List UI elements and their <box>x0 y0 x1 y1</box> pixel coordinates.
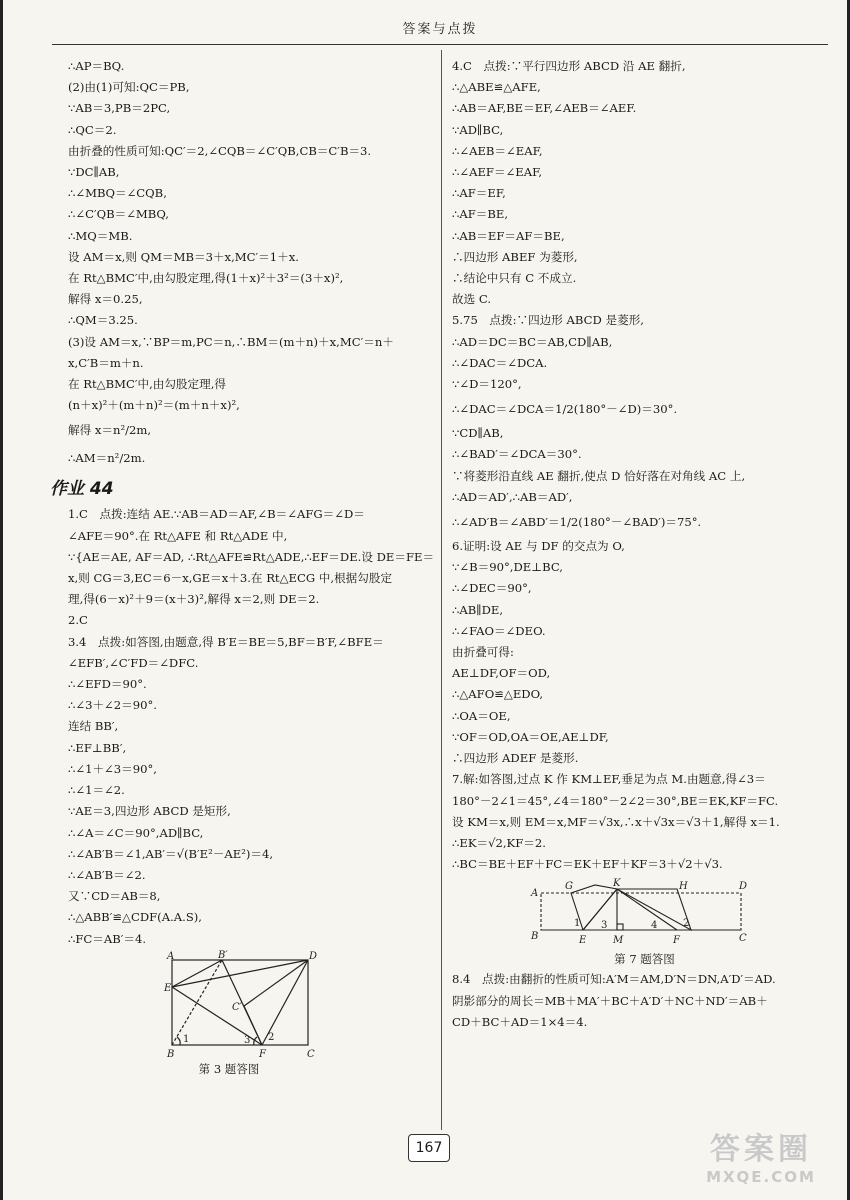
right-text-line: ∵∠D＝120°, <box>452 377 522 392</box>
figure-label: D <box>739 881 748 893</box>
figure-label: B <box>167 1048 175 1060</box>
figure-label: 3 <box>601 920 608 932</box>
left-text-line: 在 Rt△BMC′中,由勾股定理,得 <box>68 377 227 392</box>
right-text-line: AE⊥DF,OF＝OD, <box>452 666 551 681</box>
right-text-line: 180°－2∠1＝45°,∠4＝180°－2∠2＝30°,BE＝EK,KF＝FC. <box>452 793 779 808</box>
left-text-line: (2)由(1)可知:QC＝PB, <box>68 80 190 95</box>
right-text-line: ∴∠DEC＝90°, <box>452 581 532 596</box>
right-text-line: ∴BC＝BE＋EF＋FC＝EK＋EF＋KF＝3＋√2＋√3. <box>452 857 723 872</box>
right-text-line: ∴∠BAD′＝∠DCA＝30°. <box>452 447 582 462</box>
right-text-line: ∴四边形 ABEF 为菱形, <box>452 249 578 264</box>
figure-label: C <box>307 1048 315 1060</box>
left-text-line: ∴∠1＝∠2. <box>68 783 125 798</box>
left-text-line: x,则 CG＝3,EC＝6－x,GE＝x＋3.在 Rt△ECG 中,根据勾股定 <box>68 571 393 586</box>
right-text-line: ∵CD∥AB, <box>452 426 504 441</box>
figure-3-diagram <box>164 949 326 1060</box>
right-text-line: 阴影部分的周长＝MB＋MA′＋BC＋A′D′＋NC＋ND′＝AB＋ <box>452 993 768 1008</box>
right-text-line: 6.证明:设 AE 与 DF 的交点为 O, <box>452 539 625 554</box>
segment-kf <box>617 889 677 930</box>
right-text-line: ∴△ABE≌△AFE, <box>452 80 541 95</box>
right-text-line: ∴AF＝EF, <box>452 186 506 201</box>
left-text-line: ∴∠AB′B＝∠2. <box>68 867 146 882</box>
watermark-bottom: MXQE.COM <box>706 1168 816 1186</box>
right-text-line: ∵OF＝OD,OA＝OE,AE⊥DF, <box>452 729 609 744</box>
left-text-line: 3.4 点拨:如答图,由题意,得 B′E＝BE＝5,BF＝B′F,∠BFE＝ <box>68 634 384 649</box>
left-text-line: ∴AM＝n²/2m. <box>68 451 146 466</box>
right-text-line: ∴∠FAO＝∠DEO. <box>452 623 546 638</box>
page-number: 167 <box>408 1134 450 1162</box>
right-text-line: 4.C 点拨:∵平行四边形 ABCD 沿 AE 翻折, <box>452 59 686 73</box>
rectangle-abcd-dashed <box>541 893 741 930</box>
watermark-logo <box>686 1132 836 1192</box>
figure-label: B <box>531 931 539 943</box>
section-title: 作业 44 <box>50 479 114 500</box>
left-text-line: ∴EF⊥BB′, <box>68 740 127 755</box>
right-text-line: 由折叠可得: <box>452 645 514 660</box>
figure-label: E <box>164 982 172 994</box>
left-text-line: 理,得(6－x)²＋9＝(x＋3)²,解得 x＝2,则 DE＝2. <box>68 592 320 607</box>
right-text-line: ∴AD＝DC＝BC＝AB,CD∥AB, <box>452 334 613 349</box>
left-text-line: 设 AM＝x,则 QM＝MB＝3＋x,MC′＝1＋x. <box>68 249 299 264</box>
angle-arc <box>177 1037 180 1045</box>
left-text-line: ∴∠MBQ＝∠CQB, <box>68 186 167 201</box>
right-column <box>452 56 837 1033</box>
right-text-line: ∴AB∥DE, <box>452 602 504 617</box>
right-text-line: ∵将菱形沿直线 AE 翻折,使点 D 恰好落在对角线 AC 上, <box>452 468 746 483</box>
right-text-line: ∵AD∥BC, <box>452 122 504 137</box>
left-text-line: ∴∠1＋∠3＝90°, <box>68 761 157 776</box>
left-text-line: 又∵CD＝AB＝8, <box>68 889 161 904</box>
figure-label: F <box>259 1048 266 1060</box>
figure-label: 1 <box>574 918 581 930</box>
header-title: 答案与点拨 <box>402 22 478 37</box>
left-text-line: ∴△ABB′≌△CDF(A.A.S), <box>68 910 202 925</box>
right-text-line: ∴∠AEF＝∠EAF, <box>452 165 543 180</box>
figure-label: 2 <box>683 918 690 930</box>
left-text-line: 2.C <box>68 613 88 628</box>
figure-label: D <box>309 950 318 962</box>
right-angle-mark <box>617 924 623 930</box>
left-text-line: ∴AP＝BQ. <box>68 59 125 73</box>
figure-label: C <box>739 933 747 945</box>
figure-label: E <box>579 935 587 947</box>
figure-3-caption: 第 3 题答图 <box>198 1061 260 1076</box>
right-text-line: ∴结论中只有 C 不成立. <box>452 271 577 286</box>
left-text-line: ∵AE＝3,四边形 ABCD 是矩形, <box>68 804 231 819</box>
figure-label: M <box>613 935 624 947</box>
left-text-line: 解得 x＝n²/2m, <box>68 423 152 438</box>
left-text-line: ∵DC∥AB, <box>68 165 120 180</box>
figure-label: 1 <box>183 1033 190 1045</box>
left-text-line: ∵AB＝3,PB＝2PC, <box>68 101 171 116</box>
right-text-line: ∴∠AD′B＝∠ABD′＝1/2(180°－∠BAD′)＝75°. <box>452 515 702 530</box>
left-text-line: ∠AFE＝90°.在 Rt△AFE 和 Rt△ADE 中, <box>68 528 288 543</box>
right-text-line: ∴AD＝AD′,∴AB＝AD′, <box>452 489 573 504</box>
right-text-line: 设 KM＝x,则 EM＝x,MF＝√3x,∴x＋√3x＝√3＋1,解得 x＝1. <box>452 814 780 829</box>
figure-label: 4 <box>651 920 658 932</box>
right-text-line: 5.75 点拨:∵四边形 ABCD 是菱形, <box>452 313 644 328</box>
left-column <box>50 56 435 1079</box>
segment-ed <box>172 960 308 987</box>
figure-label: 2 <box>268 1031 275 1043</box>
left-text-line: 1.C 点拨:连结 AE.∵AB＝AD＝AF,∠B＝∠AFG＝∠D＝ <box>68 507 365 522</box>
segment-ek <box>583 889 617 930</box>
left-text-line: ∴QC＝2. <box>68 122 117 137</box>
right-text-line: ∴EK＝√2,KF＝2. <box>452 835 546 850</box>
right-text-line: ∴AF＝BE, <box>452 207 509 222</box>
segment-eb1 <box>172 960 222 987</box>
right-lines-b <box>452 969 837 1033</box>
right-lines-a <box>452 56 837 875</box>
left-text-line: ∴∠A＝∠C＝90°,AD∥BC, <box>68 825 204 840</box>
right-text-line: ∴OA＝OE, <box>452 708 511 723</box>
left-text-line: ∴∠AB′B＝∠1,AB′＝√(B′E²－AE²)＝4, <box>68 846 274 861</box>
left-text-line: x,C′B＝m＋n. <box>68 355 144 370</box>
column-divider <box>441 50 442 1130</box>
left-text-line: 在 Rt△BMC′中,由勾股定理,得(1＋x)²＋3²＝(3＋x)², <box>68 271 344 286</box>
figure-label: K <box>613 878 621 890</box>
left-text-line: ∴MQ＝MB. <box>68 228 133 243</box>
right-text-line: ∴∠DAC＝∠DCA. <box>452 355 548 370</box>
figure-label: F <box>673 935 680 947</box>
left-text-line: (n＋x)²＋(m＋n)²＝(m＋n＋x)², <box>68 398 240 413</box>
figure-7-diagram <box>527 879 757 949</box>
right-text-line: CD＋BC＋AD＝1×4＝4. <box>452 1014 588 1029</box>
figure-label: H <box>679 881 688 893</box>
left-text-line: ∴∠EFD＝90°. <box>68 677 147 692</box>
figure-label: B′ <box>218 949 228 961</box>
figure-label: G <box>565 881 573 893</box>
right-text-line: ∴∠AEB＝∠EAF, <box>452 143 543 158</box>
right-text-line: ∵∠B＝90°,DE⊥BC, <box>452 560 563 575</box>
left-text-line: ∠EFB′,∠C′FD＝∠DFC. <box>68 655 199 670</box>
watermark-top: 答案圈 <box>710 1132 812 1167</box>
left-text-line: 连结 BB′, <box>68 719 119 734</box>
figure-label: C′ <box>232 1001 242 1013</box>
right-text-line: ∴∠DAC＝∠DCA＝1/2(180°－∠D)＝30°. <box>452 402 678 417</box>
figure-7-caption: 第 7 题答图 <box>614 952 675 967</box>
left-text-line: 解得 x＝0.25, <box>68 292 143 307</box>
left-lines-a <box>68 56 430 472</box>
left-text-line: ∴QM＝3.25. <box>68 313 138 328</box>
left-text-line: 由折叠的性质可知:QC′＝2,∠CQB＝∠C′QB,CB＝C′B＝3. <box>68 143 372 158</box>
left-text-line: ∴∠C′QB＝∠MBQ, <box>68 207 169 222</box>
left-lines-b <box>68 504 435 949</box>
right-text-line: ∴AB＝AF,BE＝EF,∠AEB＝∠AEF. <box>452 101 637 116</box>
left-text-line: ∴∠3＋∠2＝90°. <box>68 698 157 713</box>
right-text-line: ∴△AFO≌△EDO, <box>452 687 544 702</box>
figure-label: 3 <box>244 1034 251 1046</box>
left-text-line: ∴FC＝AB′＝4. <box>68 931 147 946</box>
left-text-line: ∵{AE＝AE, AF＝AD, ∴Rt△AFE≌Rt△ADE,∴EF＝DE.设 DE＝FE＝ <box>68 549 435 564</box>
right-text-line: 7.解:如答图,过点 K 作 KM⊥EF,垂足为点 M.由题意,得∠3＝ <box>452 772 766 787</box>
right-text-line: 8.4 点拨:由翻折的性质可知:A′M＝AM,D′N＝DN,A′D′＝AD. <box>452 972 776 987</box>
right-text-line: ∴四边形 ADEF 是菱形. <box>452 751 579 766</box>
left-text-line: (3)设 AM＝x,∵BP＝m,PC＝n,∴BM＝(m＋n)＋x,MC′＝n＋ <box>68 334 394 349</box>
figure-label: A <box>167 950 175 962</box>
page-header <box>52 16 828 45</box>
right-text-line: ∴AB＝EF＝AF＝BE, <box>452 228 565 243</box>
figure-label: A <box>531 888 539 900</box>
right-text-line: 故选 C. <box>452 292 492 307</box>
